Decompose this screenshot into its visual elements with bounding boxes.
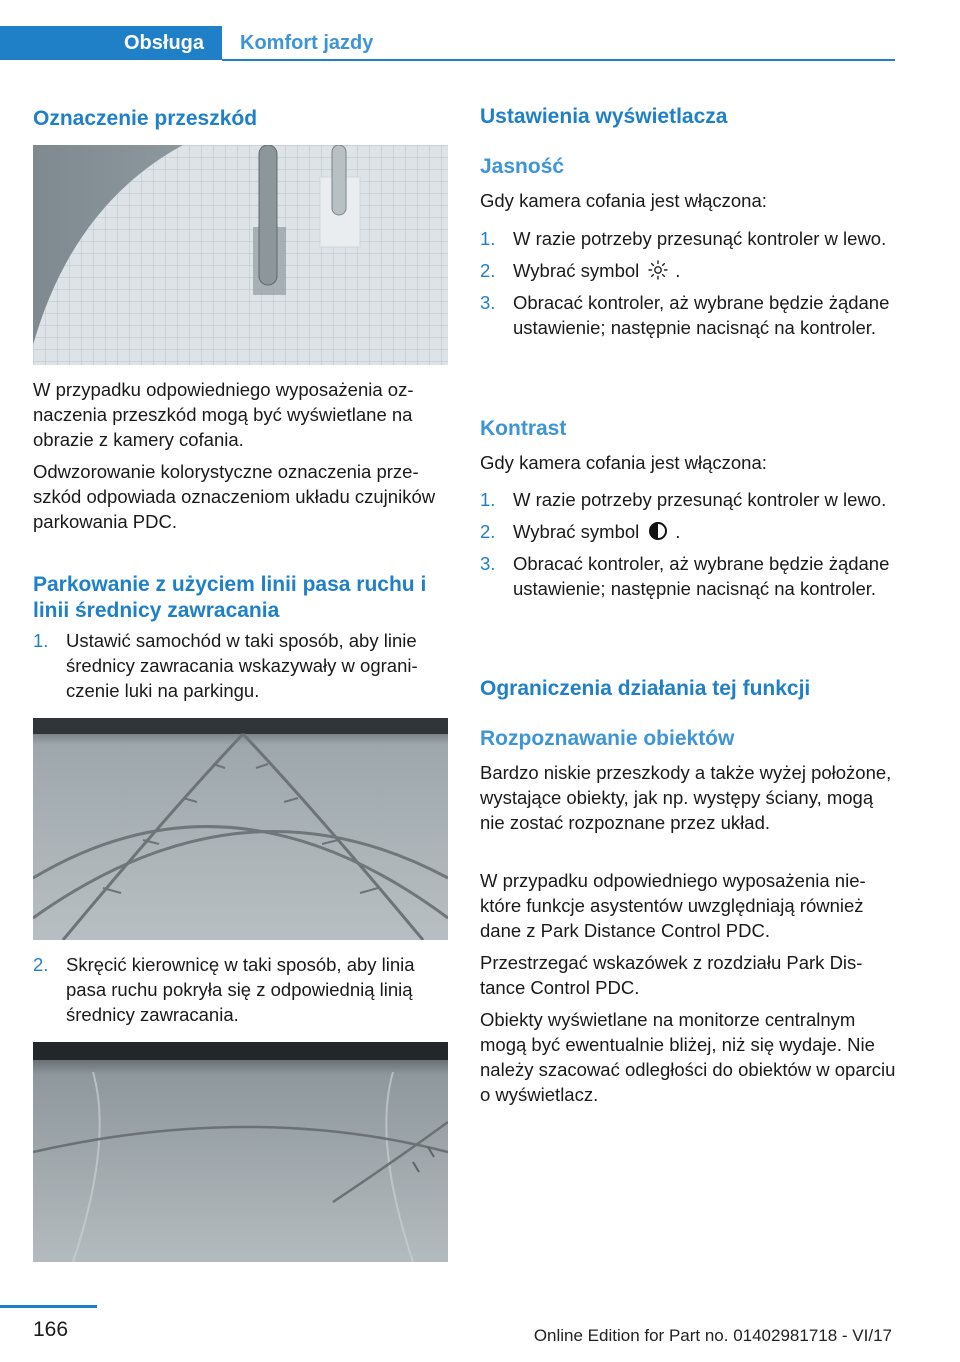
step-number: 1. [33,630,49,651]
tab-obsluga[interactable]: Obsługa [0,26,222,60]
heading-function-limits: Ograniczenia działania tej funkcji [480,677,811,700]
brightness-intro: Gdy kamera cofania jest włączona: [480,190,767,211]
step-number: 3. [480,292,496,313]
contrast-icon [647,520,669,542]
step-text-after: . [675,521,681,542]
heading-object-recognition: Rozpoznawanie obiektów [480,727,735,750]
obstacles-paragraph-1: W przypadku odpowiedniego wyposażenia oznaczenia przeszkód mogą być wyświetlane na obrazie z kamery cofania. [33,379,414,450]
list-item [33,952,448,1027]
list-item [480,551,898,601]
heading-contrast: Kontrast [480,417,567,440]
footer-divider [0,1305,97,1308]
tab-komfort-jazdy[interactable]: Komfort jazdy [240,32,374,54]
step-number: 2. [480,521,496,542]
parking-steps-2 [33,952,448,1034]
step-text: Wybrać symbol [513,260,640,281]
step-text: W razie potrzeby przesunąć kontroler w lewo. [513,228,887,249]
step-number: 3. [480,553,496,574]
heading-parking-lines: Parkowanie z użyciem linii pasa ruchu i linii średnicy zawracania [33,573,427,622]
step-text-after: . [675,260,681,281]
parking-steps-1 [33,628,448,710]
list-item [480,226,898,251]
heading-display-settings: Ustawienia wyświetlacza [480,105,728,128]
recognition-paragraph-3: Przestrzegać wskazówek z rozdziału Park Distance Control PDC. [480,952,863,998]
contrast-intro: Gdy kamera cofania jest włączona: [480,452,767,473]
page-number: 166 [33,1318,69,1341]
step-text: W razie potrzeby przesunąć kontroler w lewo. [513,489,887,510]
list-item [480,258,898,283]
step-text: Wybrać symbol [513,521,640,542]
turning-circle-lines-image [33,718,448,940]
step-number: 2. [480,260,496,281]
contrast-steps [480,487,898,608]
header-divider [222,59,895,61]
obstacles-paragraph-2: Odwzorowanie kolorystyczne oznaczenia przeszkód odpowiada oznaczeniom układu czujników parkowania PDC. [33,461,436,532]
header-tabs [0,26,895,62]
lane-lines-image [33,1042,448,1262]
step-number: 1. [480,228,496,249]
obstacle-markers-image [33,145,448,365]
step-text: Skręcić kierownicę w taki sposób, aby linia pasa ruchu pokryła się z odpowiednią linią średnicy zawracania. [66,954,415,1025]
recognition-paragraph-4: Obiekty wyświetlane na monitorze centralnym mogą być ewentualnie bliżej, niż się wydaje. Nie należy szacować odległości do obiektów w oparciu o wyświetlacz. [480,1009,896,1105]
list-item [480,519,898,544]
list-item [480,487,898,512]
recognition-paragraph-2: W przypadku odpowiedniego wyposażenia niektóre funkcje asystentów uwzględniają również dane z Park Distance Control PDC. [480,870,866,941]
heading-obstacles: Oznaczenie przeszkód [33,107,258,130]
step-number: 1. [480,489,496,510]
recognition-paragraph-1: Bardzo niskie przeszkody a także wyżej położone, wystające obiekty, jak np. występy ściany, mogą nie zostać rozpoznane przez układ. [480,762,892,833]
sun-icon [647,259,669,281]
brightness-steps [480,226,898,347]
heading-brightness: Jasność [480,155,565,178]
step-number: 2. [33,954,49,975]
list-item [480,290,898,340]
step-text: Obracać kontroler, aż wybrane będzie żądane ustawienie; następnie nacisnąć na kontroler. [513,292,890,338]
step-text: Ustawić samochód w taki sposób, aby linie średnicy zawracania wskazywały w ograniczenie luki na parkingu. [66,630,418,701]
step-text: Obracać kontroler, aż wybrane będzie żądane ustawienie; następnie nacisnąć na kontroler. [513,553,890,599]
list-item [33,628,448,703]
edition-note: Online Edition for Part no. 01402981718 - VI/17 [533,1326,892,1345]
